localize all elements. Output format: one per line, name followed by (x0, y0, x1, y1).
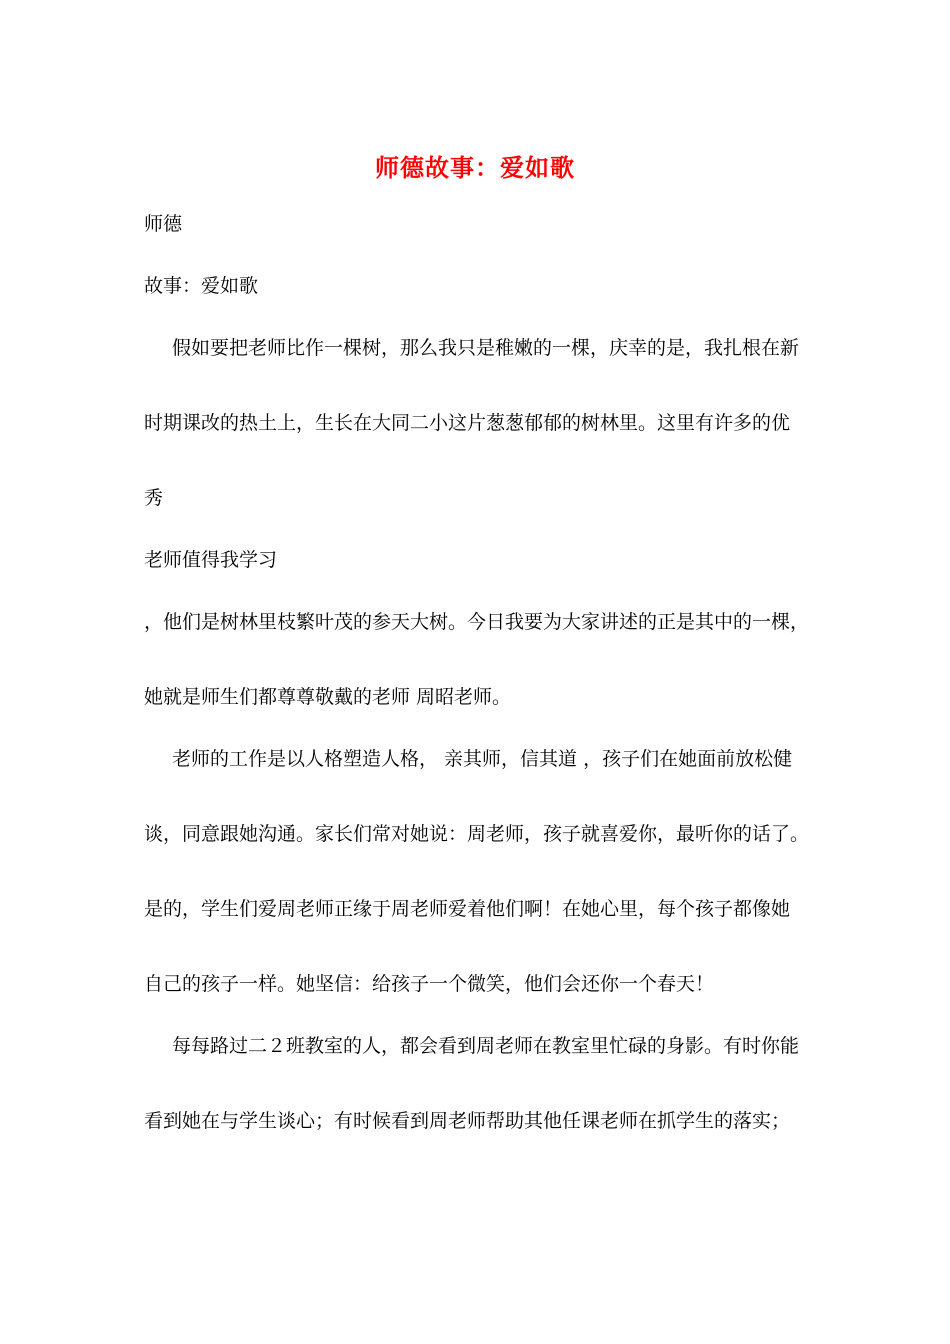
paragraph-line: 每每路过二２班教室的人，都会看到周老师在教室里忙碌的身影。有时你能 (172, 1035, 800, 1057)
paragraph-line: 时期课改的热土上，生长在大同二小这片葱葱郁郁的树林里。这里有许多的优 (144, 412, 791, 434)
paragraph-line: 假如要把老师比作一棵树，那么我只是稚嫩的一棵，庆幸的是，我扎根在新 (172, 337, 800, 359)
paragraph-line: 老师的工作是以人格塑造人格， 亲其师，信其道 ，孩子们在她面前放松健 (172, 748, 793, 770)
paragraph-line: 是的，学生们爱周老师正缘于周老师爱着他们啊！在她心里，每个孩子都像她 (144, 898, 791, 920)
paragraph-line: 自己的孩子一样。她坚信：给孩子一个微笑，他们会还你一个春天！ (144, 973, 715, 995)
paragraph-line: 看到她在与学生谈心；有时候看到周老师帮助其他任课老师在抓学生的落实； (144, 1110, 791, 1132)
document-title: 师德故事：爱如歌 (375, 153, 575, 182)
heading-line-1: 师德 (144, 213, 183, 235)
heading-line-2: 故事：爱如歌 (144, 275, 259, 297)
paragraph-line: 她就是师生们都尊尊敬戴的老师 周昭老师。 (144, 686, 512, 708)
paragraph-line: 老师值得我学习 (144, 549, 278, 571)
paragraph-line: ，他们是树林里枝繁叶茂的参天大树。今日我要为大家讲述的正是其中的一棵， (144, 611, 810, 633)
paragraph-line: 秀 (144, 487, 164, 509)
paragraph-line: 谈，同意跟她沟通。家长们常对她说：周老师，孩子就喜爱你，最听你的话了。 (144, 823, 810, 845)
